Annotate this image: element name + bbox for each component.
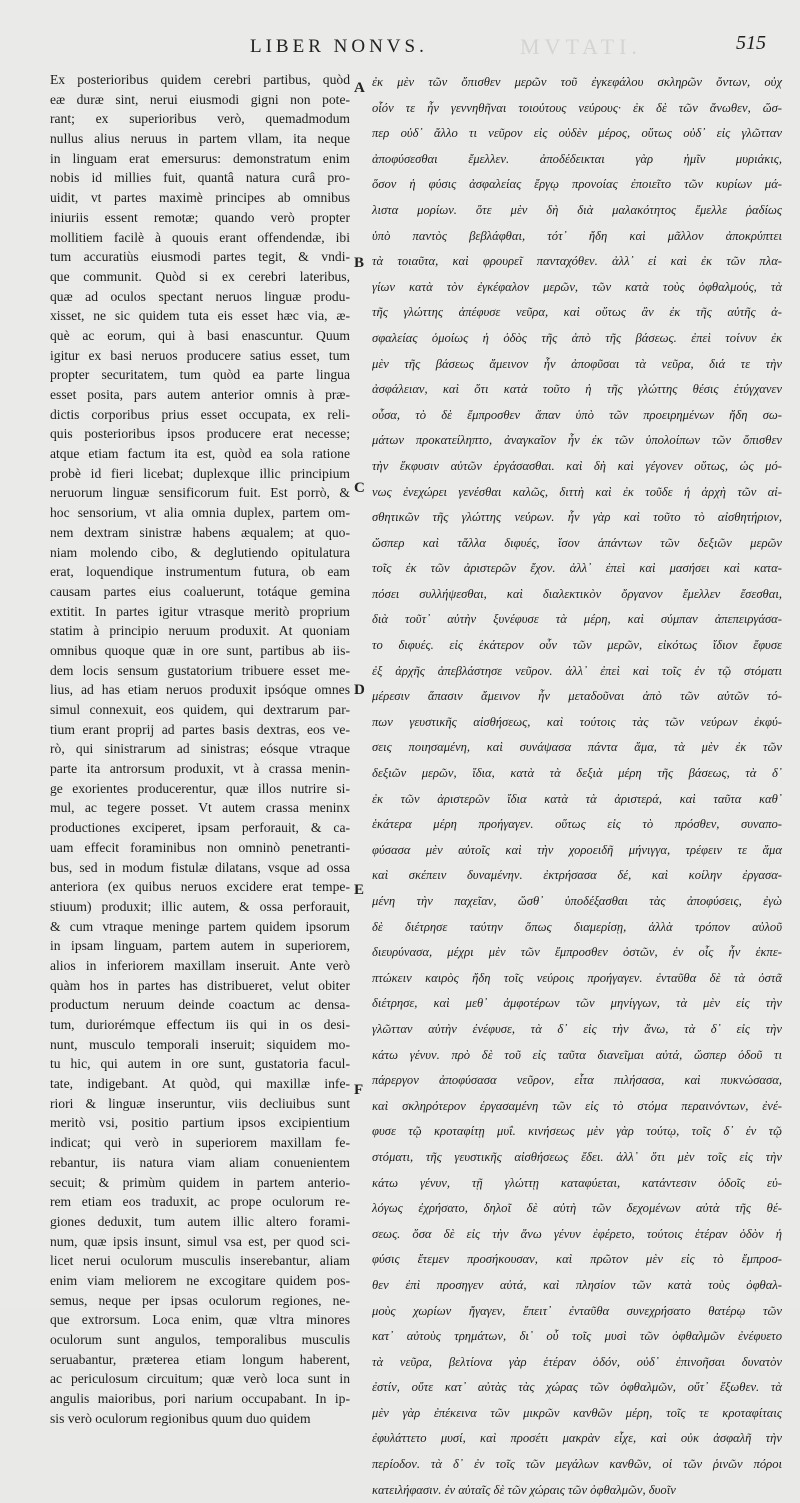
latin-text-line: parte ita antrorsum produxit, vt à crassa menin- bbox=[50, 761, 350, 777]
folio-number: 515 bbox=[736, 32, 766, 54]
latin-text-line: esset posita, pars autem anterior omnis à præ- bbox=[50, 387, 350, 402]
latin-text-line: rant; ex superioribus verò, quemadmodum bbox=[50, 111, 350, 127]
latin-text-line: rò, qui sinistrarum ad sinistras; eósque vtraque bbox=[50, 741, 350, 757]
latin-text-line: productiones exciperet, ipsam perforauit, & ca- bbox=[50, 820, 350, 836]
greek-text-line: περ οὐδ᾽ ἄλλο τι νεῦρον εἰς οὐδὲν μέρος, οὕτως οὐδ᾽ εἰς γλῶτταν bbox=[372, 126, 782, 141]
greek-text-line: κάτω γένυν. πρὸ δὲ τοῦ εἰς ταῦτα διανεῖμαι αὐτά, ὥσπερ ὁδοῦ τι bbox=[372, 1047, 782, 1062]
greek-text-line: γλῶτταν αὐτὴν ἐνέφυσε, τὰ δ᾽ εἰς τὴν ἄνω, τὰ δ᾽ εἰς τὴν bbox=[372, 1021, 782, 1036]
show-through-bleed: MVTATI. bbox=[520, 34, 642, 59]
running-title: LIBER NONVS. bbox=[250, 36, 428, 57]
latin-text-line: indicat; qui verò in superiorem maxillam fe- bbox=[50, 1135, 350, 1151]
latin-text-line: enim viam meliorem ne excogitare quidem pos- bbox=[50, 1272, 350, 1288]
greek-text-line: πτώκειν καιρὸς ἤδη τοῖς νεύροις προήγαγεν. ἐνταῦθα δὲ τὰ ὀστᾶ bbox=[372, 970, 782, 985]
latin-text-line: oculorum sunt angulos, temporalibus musculis bbox=[50, 1332, 350, 1347]
latin-text-line: iniuriis essent remotæ; quando verò propter bbox=[50, 209, 350, 225]
greek-text-line: οἷόν τε ἦν γεννηθῆναι τοιούτους νεύρους· ἐκ δὲ τῶν ἄνωθεν, ὥσ- bbox=[372, 100, 782, 115]
latin-text-line: quis posterioribus ipsos producere erat necesse; bbox=[50, 426, 350, 442]
latin-text-line: eæ duræ sint, nerui eiusmodi gigni non pote- bbox=[50, 91, 350, 107]
latin-text-line: nunt, musculo temporali inseruit; siquidem mo- bbox=[50, 1036, 350, 1052]
latin-text-line: ac periculosum circuitum; quæ verò loca sunt in bbox=[50, 1371, 350, 1387]
margin-letter-b: B bbox=[354, 255, 365, 271]
latin-text-line: propter securitatem, tum quòd ea parte lingua bbox=[50, 367, 350, 383]
margin-letter-e: E bbox=[354, 882, 365, 898]
greek-text-line: μὲν γὰρ ἐπέκεινα τῶν μικρῶν κανθῶν μέρη, τοῖς τε κροταφίταις bbox=[372, 1405, 782, 1420]
greek-text-line: μοὺς χωρίων ἤγαγεν, ἔπειτ᾽ ἐνταῦθα συνεχρήσατο θατέρῳ τῶν bbox=[372, 1303, 782, 1318]
latin-text-line: dictis corporibus prius esset occupata, ex reli- bbox=[50, 406, 350, 422]
latin-text-line: atque etiam factum ita est, quòd ea sola ratione bbox=[50, 446, 350, 462]
margin-letter-a: A bbox=[354, 80, 365, 96]
greek-text-line: καὶ σκληρότερον ἐργασαμένη τῶν εἰς τὸ στόμα περαινόντων, ἐνέ- bbox=[372, 1098, 782, 1113]
latin-text-line: ge exorientes producerentur, quæ illos nutrire si- bbox=[50, 780, 350, 796]
latin-text-line: quàm hos in partes has distribueret, velut obiter bbox=[50, 977, 350, 993]
greek-text-line: το διφυές. εἰς ἑκάτερον οὖν τῶν μερῶν, εἰκότως ἴδιον ἔφυσε bbox=[372, 638, 782, 653]
greek-text-line: τῆς γλώττης ἀπέφυσε νεῦρα, καὶ οὕτως ἂν ἐκ τῆς αὐτῆς ἀ- bbox=[372, 305, 782, 320]
greek-text-line: φύσις ἔτεμεν προσήκουσαν, καὶ πρῶτον μὲν εἰς τὸ ἔμπροσ- bbox=[372, 1252, 782, 1267]
greek-text-line: μὲν τῆς βάσεως ἄμεινον ἦν ἀποφῦσαι τὰ νεῦρα, διά τε τὴν bbox=[372, 356, 782, 371]
latin-text-line: omnibus quoque quæ in ore sunt, partibus ab iis- bbox=[50, 642, 350, 658]
latin-text-line: neruorum linguæ sensificorum fuit. Est porrò, & bbox=[50, 485, 350, 501]
latin-text-line: simul connexuit, eos quidem, qui dextrarum par- bbox=[50, 702, 350, 717]
latin-text-line: que extrorsum. Loca enim, quæ vltra minores bbox=[50, 1312, 350, 1328]
greek-text-line: θεν ἐπὶ προσηγεν αὐτά, καὶ πλησίον τῶν κατὰ τοὺς ὀφθαλ- bbox=[372, 1277, 782, 1292]
latin-text-line: tu hic, qui autem in ore sunt, gustatoria facul- bbox=[50, 1056, 350, 1072]
latin-text-line: causam partes eius coaluerunt, totáque gemina bbox=[50, 583, 350, 599]
latin-text-line: tum, duriorémque effectum iis qui in os desi- bbox=[50, 1017, 350, 1032]
latin-text-line: xisset, ne sic quidem tuta eis esset hæc via, æ- bbox=[50, 308, 350, 324]
margin-letter-c: C bbox=[354, 480, 365, 496]
greek-text-line: μάτων προκατείληπτο, ἀναγκαῖον ἦν ἐκ τῶν ὑπολοίπων τῶν ὄπισθεν bbox=[372, 433, 782, 448]
greek-text-line: διὰ τοῦτ᾽ αὐτὴν ξυνέφυσε τὰ μέρη, καὶ σύμπαν ἀπεπειργάσα- bbox=[372, 612, 782, 627]
latin-text-line: num, quæ ipsis insunt, simul vsa est, per quod sci- bbox=[50, 1233, 350, 1249]
latin-text-line: nobis id millies fuit, quantâ natura curâ pro- bbox=[50, 170, 350, 186]
greek-text-line: τὰ νεῦρα, βελτίονα γὰρ ἑτέραν ὁδόν, οὐδ᾽ ἐπινοῆσαι δυνατὸν bbox=[372, 1354, 782, 1369]
greek-text-line: νως ἐνεχώρει γενέσθαι καλῶς, διττὴ καὶ ἐκ τοῦδε ἡ ἀρχὴ τῶν αἰ- bbox=[372, 484, 782, 499]
page-header bbox=[0, 30, 800, 64]
greek-text-line: μέρεσιν ἅπασιν ἄμεινον ἦν μεταδοῦναι ἀπὸ τῶν αὐτῶν τό- bbox=[372, 689, 782, 704]
latin-text-line: mollitiem facilè à quouis erant offendendæ, ibi bbox=[50, 229, 350, 245]
latin-text-line: rebantur, iis natura viam aliam conuenientem bbox=[50, 1154, 350, 1170]
greek-text-line: περίοδον. τὰ δ᾽ ἐν τοῖς τῶν μεγάλων κανθῶν, οἱ τῶν ῥινῶν πόροι bbox=[372, 1457, 782, 1472]
greek-text-line: σεις ποιησαμένη, καὶ συνάψασα πάντα ἅμα, τὰ μὲν ἐκ τῶν bbox=[372, 740, 782, 755]
latin-text-line: angulis maioribus, pori narium occupabant. In ip- bbox=[50, 1391, 350, 1407]
latin-text-line: sis verò oculorum regionibus quum duo quidem bbox=[50, 1410, 311, 1426]
margin-letter-d: D bbox=[354, 682, 365, 698]
greek-text-line: σθητικῶν τῆς γλώττης νεύρων. ἦν γὰρ καὶ τοῦτο τὸ αἰσθητήριον, bbox=[372, 510, 782, 525]
greek-column bbox=[372, 70, 782, 1497]
latin-column bbox=[50, 70, 350, 1426]
latin-text-line: riori & linguæ inseruntur, viis decliuibus sunt bbox=[50, 1095, 350, 1111]
greek-text-line: ὥσπερ καὶ τἄλλα διφυές, ἴσον ἁπάντων τῶν δεξιῶν μερῶν bbox=[372, 535, 782, 550]
latin-text-line: meritò vsi, positio partium ipsos excipientium bbox=[50, 1115, 350, 1131]
greek-text-line: μένη τὴν παχεῖαν, ὥσθ᾽ ὑποδέξασθαι τὰς ἀποφύσεις, ἐγὼ bbox=[372, 894, 782, 908]
latin-text-line: uam effecit foraminibus non omninò penetranti- bbox=[50, 839, 350, 855]
greek-text-line: καὶ σκέπειν δυναμένην. ἐκτρήσασα δέ, καὶ κοίλην ἐργασα- bbox=[372, 868, 782, 883]
latin-text-line: Ex posterioribus quidem cerebri partibus, quòd bbox=[50, 72, 350, 87]
greek-text-line: ἀποφύσεσθαι ἔμελλεν. ἀποδέδεικται γὰρ ἡμῖν μυριάκις, bbox=[372, 151, 782, 166]
latin-text-line: mul, ac tegere posset. Vt autem crassa meninx bbox=[50, 800, 350, 816]
latin-text-line: probè id fieri licebat; duplexque illic principium bbox=[50, 465, 350, 481]
latin-text-line: & cum vtraque meninge partem quidem ipsorum bbox=[50, 918, 350, 934]
latin-text-line: alios in inferiorem maxillam inseruit. Ante verò bbox=[50, 957, 350, 973]
latin-text-line: nem dextram sinistræ habens æqualem; at quo- bbox=[50, 524, 350, 540]
latin-text-line: semus, neque per ipsas oculorum regiones, ne- bbox=[50, 1292, 350, 1308]
latin-text-line: uidit, vt partes maximè principes ab omnibus bbox=[50, 190, 350, 206]
latin-text-line: niam molendo cibo, & deglutiendo opitulatura bbox=[50, 544, 350, 560]
latin-text-line: extitit. In partes igitur vtrasque meritò proprium bbox=[50, 603, 350, 619]
greek-text-line: κατειλήφασιν. ἐν αὐταῖς δὲ τῶν χώραις τῶν ὀφθαλμῶν, δυοῖν bbox=[372, 1482, 676, 1497]
greek-text-line: λιστα μορίων. ὅτε μὲν δὴ διὰ μαλακότητος ἔμελλε ῥαδίως bbox=[372, 202, 782, 217]
greek-text-line: ἐκ τῶν ἀριστερῶν ἴδια κατὰ τὰ ἀριστερά, καὶ ταῦτα καθ᾽ bbox=[372, 791, 782, 806]
latin-text-line: tium erant proprij ad partes basis dextras, eos ve- bbox=[50, 721, 350, 737]
greek-text-line: σεως. ὅσα δὲ εἰς τὴν ἄνω γένυν ἐφέρετο, τούτοις ἑτέραν ὁδὸν ἡ bbox=[372, 1226, 782, 1241]
latin-text-line: quæ ad oculos spectant neruos linguæ produ- bbox=[50, 288, 350, 304]
greek-text-line: κατ᾽ αὐτοὺς τρημάτων, δι᾽ οὗ τοῖς μυσὶ τῶν ὀφθαλμῶν ἐνέφυετο bbox=[372, 1329, 782, 1344]
greek-text-line: ἐξ ἀρχῆς ἀπεβλάστησε νεῦρον. ἀλλ᾽ ἐπεὶ καὶ τοῖς ἐν τῷ στόματι bbox=[372, 663, 782, 678]
greek-text-line: κάτω γένυν, τῇ γλώττῃ καταφύεται, κατάντεσιν ὁδοῖς εὐ- bbox=[372, 1175, 782, 1190]
greek-text-line: φύσασα μὲν αὐτοῖς καὶ τὴν χοροειδῆ μήνιγγα, τρέφειν τε ἅμα bbox=[372, 842, 782, 857]
greek-text-line: δὲ διέτρησε ταύτην ὅπως διαμερίσῃ, ἀλλὰ τρόπον αὐλοῦ bbox=[372, 919, 782, 934]
margin-letters bbox=[350, 70, 372, 1280]
latin-text-line: productum neruum deinde coactum ac densa- bbox=[50, 997, 350, 1013]
latin-text-line: igitur ex basi neruos producere satius esset, tum bbox=[50, 347, 350, 363]
latin-text-line: tum accuratiùs eiusmodi partes tegit, & vndi- bbox=[50, 249, 350, 265]
greek-text-line: τοῖς ἐκ τῶν ἀριστερῶν ἔχον. ἀλλ᾽ ἐπεὶ καὶ μασήσει καὶ κατα- bbox=[372, 561, 782, 576]
greek-text-line: ὅσον ἡ φύσις ἀσφαλείας ἔργῳ προνοίας ἐποιεῖτο τῶν κυρίων μά- bbox=[372, 177, 782, 192]
latin-text-line: que communit. Quòd si ex cerebri lateribus, bbox=[50, 268, 350, 284]
greek-text-line: πόσει συλλήψεσθαι, καὶ διαλεκτικὸν ὄργανον ἔμελλεν ἔσεσθαι, bbox=[372, 586, 782, 601]
latin-text-line: giones deduxit, tum autem illic altero forami- bbox=[50, 1213, 350, 1229]
latin-text-line: lius, ad has etiam neruos produxit ipsóque omnes bbox=[50, 682, 350, 698]
latin-text-line: seruabantur, præterea etiam longum haberent, bbox=[50, 1351, 350, 1367]
greek-text-line: ἑκάτερα μέρη προήγαγεν. οὕτως εἰς τὸ πρόσθεν, συναπο- bbox=[372, 817, 782, 832]
greek-text-line: πάρεργον ἀποφύσασα νεῦρον, εἶτα πιλήσασα, καὶ πυκνώσασα, bbox=[372, 1073, 782, 1088]
latin-text-line: dem locis sensum gustatorium tribuere esset me- bbox=[50, 662, 350, 678]
greek-text-line: γίων κατὰ τὸν ἐγκέφαλον μερῶν, τῶν κατὰ τοὺς ὀφθαλμούς, τὰ bbox=[372, 279, 782, 294]
greek-text-line: διευρύνασα, μέχρι μὲν τῶν ἔμπροσθεν ὀστῶν, ἐν οἷς ἦν ἐκπε- bbox=[372, 945, 782, 960]
greek-text-line: διέτρησε, καὶ μεθ᾽ ἀμφοτέρων τῶν μηνίγγων, τὰ μὲν εἰς τὴν bbox=[372, 996, 782, 1011]
greek-text-line: λόγως ἐχρήσατο, δηλοῖ δὲ αὐτὴ τῶν δεχομένων αὐτὰ τῆς θέ- bbox=[372, 1201, 782, 1216]
latin-text-line: tate, indigebant. At quòd, qui maxillæ infe- bbox=[50, 1076, 350, 1092]
latin-text-line: secuit; & primùm quidem in partem anterio- bbox=[50, 1174, 350, 1190]
greek-text-line: οὖσα, τὸ δὲ ἔμπροσθεν ἅπαν ὑπὸ τῶν προειρημένων ἤδη σω- bbox=[372, 407, 782, 422]
latin-text-line: què ac eorum, qui à basi enascuntur. Quum bbox=[50, 327, 350, 343]
greek-text-line: στόματι, τῆς γευστικῆς αἰσθήσεως ἔδει. ἀλλ᾽ ὅτι μὲν τοῖς εἰς τὴν bbox=[372, 1149, 782, 1164]
margin-letter-f: F bbox=[354, 1082, 364, 1098]
latin-text-line: bus, sed in modum fistulæ dilatans, vsque ad ossa bbox=[50, 859, 350, 875]
greek-text-line: ἀσφάλειαν, καὶ ὅτι κατὰ τοῦτο ἡ τῆς γλώττης θέσις ἐτύγχανεν bbox=[372, 382, 782, 397]
greek-text-line: φυσε τῷ κροταφίτῃ μυΐ. κινήσεως μὲν γὰρ τούτῳ, τοῖς δ᾽ ἐν τῷ bbox=[372, 1124, 782, 1139]
greek-text-line: ἐφυλάττετο μυσί, καὶ προσέτι μακρὰν εἶχε, καὶ οὐκ ἀσφαλῆ τὴν bbox=[372, 1431, 782, 1446]
greek-text-line: πων γευστικῆς αἰσθήσεως, καὶ τούτοις τὰς τῶν νεύρων ἐκφύ- bbox=[372, 714, 782, 729]
greek-text-line: ὑπὸ παντὸς βεβλάφθαι, τότ᾽ ἤδη καὶ μᾶλλον ἀποκρύπτει bbox=[372, 228, 782, 243]
greek-text-line: σφαλείας ὁμοίως ἡ ὁδὸς τῆς ἀπὸ τῆς βάσεως. ἐπεὶ τοίνυν ἐκ bbox=[372, 330, 782, 345]
greek-text-line: ἐστίν, οὔτε κατ᾽ αὐτὰς τὰς χώρας τῶν ὀφθαλμῶν, οὔτ᾽ ἔξωθεν. τὰ bbox=[372, 1380, 782, 1395]
latin-text-line: erat, loquendique instrumentum futura, ob eam bbox=[50, 564, 350, 580]
greek-text-line: τὴν ἔκφυσιν αὐτῶν ἐργάσασθαι. καὶ δὴ καὶ γέγονεν οὕτως, ὡς μό- bbox=[372, 458, 782, 473]
latin-text-line: statim à principio neruum produxit. At quoniam bbox=[50, 623, 350, 639]
latin-text-line: nullus alius neruus in partem vllam, ita neque bbox=[50, 131, 350, 147]
greek-text-line: τὰ τοιαῦτα, καὶ φρουρεῖ πανταχόθεν. ἀλλ᾽ εἰ καὶ ἐκ τῶν πλα- bbox=[372, 254, 782, 269]
greek-text-line: δεξιῶν μερῶν, ἴδια, κατὰ τὰ δεξιὰ μέρη τῆς βάσεως, τὰ δ᾽ bbox=[372, 766, 782, 781]
latin-text-line: anteriora (ex quibus neruos excidere erat tempe- bbox=[50, 879, 350, 895]
latin-text-line: hoc sensorium, vt alia omnia duplex, partem om- bbox=[50, 505, 350, 521]
latin-text-line: licet nerui oculorum musculis inserebantur, aliam bbox=[50, 1253, 350, 1269]
latin-text-line: rem etiam eos traduxit, ac prope oculorum re- bbox=[50, 1194, 350, 1210]
latin-text-line: in ipsam linguam, partem autem in superiorem, bbox=[50, 938, 350, 954]
latin-text-line: in linguam erat emersurus: demonstratum enim bbox=[50, 150, 350, 166]
greek-text-line: ἐκ μὲν τῶν ὄπισθεν μερῶν τοῦ ἐγκεφάλου σκληρῶν ὄντων, οὐχ bbox=[372, 75, 782, 89]
latin-text-line: stiuum) produxit; illic autem, & ossa perforauit, bbox=[50, 898, 350, 914]
